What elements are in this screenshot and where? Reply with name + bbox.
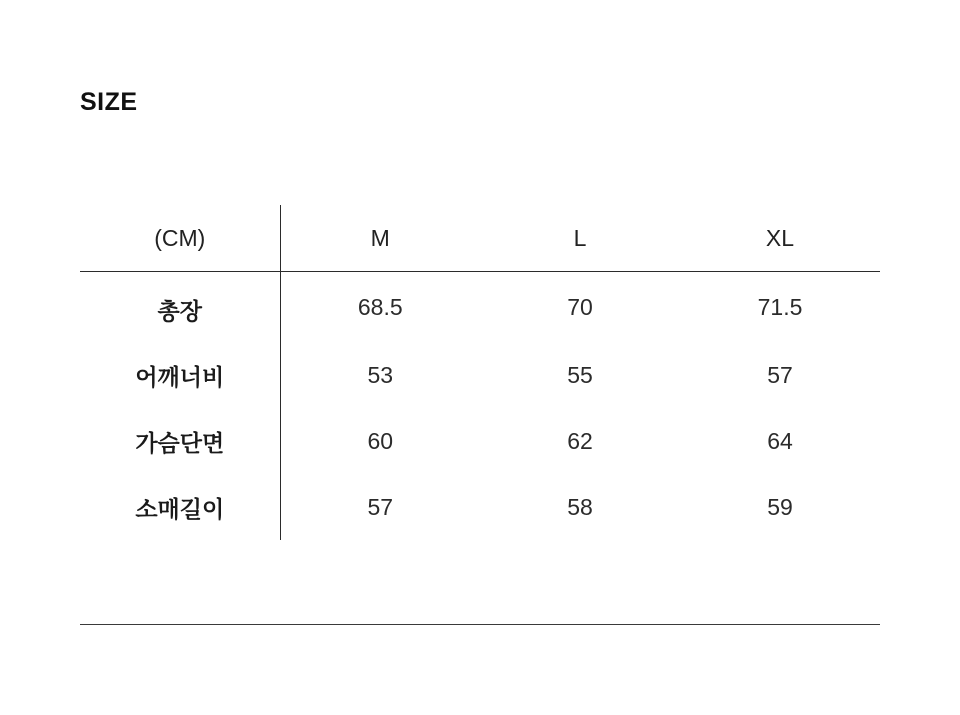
cell-total-length-m: 68.5 — [357, 293, 403, 320]
row-label-sleeve-length: 소매길이 — [80, 474, 280, 540]
table-row — [80, 408, 880, 474]
table-header — [80, 205, 880, 272]
cell-chest-xl: 64 — [767, 427, 793, 454]
cell-sleeve-length-xl: 59 — [767, 493, 793, 520]
table-row — [80, 272, 880, 343]
cell-total-length-l: 70 — [567, 293, 593, 320]
column-header-l: L — [573, 224, 587, 251]
cell-chest-m: 60 — [367, 427, 394, 454]
table-header-row — [80, 205, 880, 272]
cell-sleeve-length-l: 58 — [567, 493, 593, 520]
column-header-unit: (CM) — [80, 205, 280, 272]
size-table — [80, 205, 880, 540]
row-label-total-length: 총장 — [80, 272, 280, 343]
cell-shoulder-width-l: 55 — [567, 361, 593, 388]
column-header-xl: XL — [765, 224, 795, 251]
bottom-divider — [80, 624, 880, 625]
row-label-shoulder-width: 어깨너비 — [80, 342, 280, 408]
cell-total-length-xl: 71.5 — [757, 293, 803, 320]
table-body — [80, 272, 880, 541]
table-row — [80, 342, 880, 408]
table-row — [80, 474, 880, 540]
cell-shoulder-width-xl: 57 — [767, 361, 793, 388]
row-label-chest: 가슴단면 — [80, 408, 280, 474]
cell-sleeve-length-m: 57 — [367, 493, 394, 520]
column-header-m: M — [370, 224, 390, 251]
cell-chest-l: 62 — [567, 427, 593, 454]
cell-shoulder-width-m: 53 — [367, 361, 394, 388]
page-title: SIZE — [80, 88, 138, 116]
